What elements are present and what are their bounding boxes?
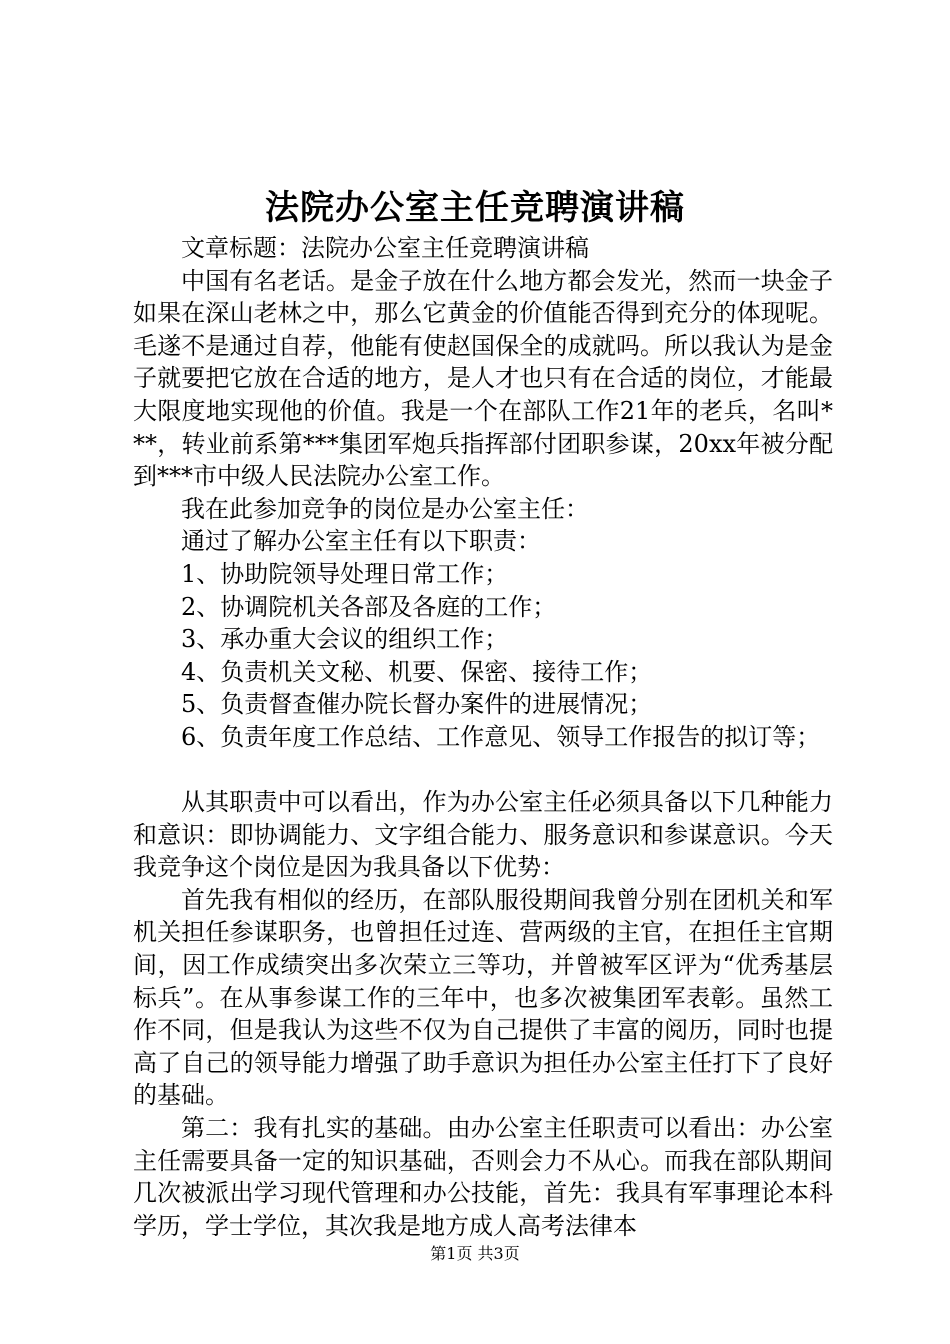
experience-paragraph: 首先我有相似的经历，在部队服役期间我曾分别在团机关和军机关担任参谋职务，也曾担任过连、营两级的主官，在担任主官期间，因工作成绩突出多次荣立三等功，并曾被军区评为“优秀基层标兵”。在从事参谋工作的三年中，也多次被集团军表彰。虽然工作不同，但是我认为这些不仅为自己提供了丰富的阅历，同时也提高了自己的领导能力增强了助手意识为担任办公室主任打下了良好的基础。	[133, 885, 833, 1110]
duty-item: 6、负责年度工作总结、工作意见、领导工作报告的拟订等；	[181, 722, 821, 751]
intro-paragraph: 中国有名老话。是金子放在什么地方都会发光，然而一块金子如果在深山老林之中，那么它黄金的价值能否得到充分的体现呢。毛遂不是通过自荐，他能有使赵国保全的成就吗。所以我认为是金子就要把它放在合适的地方，是人才也只有在合适的岗位，才能最大限度地实现他的价值。我是一个在部队工作21年的老兵，名叫***，转业前系第***集团军炮兵指挥部付团职参谋，20xx年被分配到***市中级人民法院办公室工作。	[133, 266, 833, 491]
duty-item: 2、协调院机关各部及各庭的工作；	[181, 592, 557, 621]
page-footer: 第1页 共3页	[430, 1244, 520, 1263]
duty-item: 4、负责机关文秘、机要、保密、接待工作；	[181, 657, 653, 686]
position-paragraph: 我在此参加竞争的岗位是办公室主任：	[181, 494, 589, 523]
document-title: 法院办公室主任竞聘演讲稿	[265, 188, 685, 228]
document-body	[133, 232, 833, 1242]
duties-intro-paragraph: 通过了解办公室主任有以下职责：	[181, 527, 541, 556]
article-heading-line: 文章标题：法院办公室主任竞聘演讲稿	[181, 234, 589, 262]
duty-item: 5、负责督查催办院长督办案件的进展情况；	[181, 690, 653, 719]
duty-item: 3、承办重大会议的组织工作；	[181, 625, 509, 654]
foundation-paragraph: 第二：我有扎实的基础。由办公室主任职责可以看出：办公室主任需要具备一定的知识基础，否则会力不从心。而我在部队期间几次被派出学习现代管理和办公技能，首先：我具有军事理论本科学历，学士学位，其次我是地方成人高考法律本	[133, 1114, 833, 1240]
abilities-paragraph: 从其职责中可以看出，作为办公室主任必须具备以下几种能力和意识：即协调能力、文字组合能力、服务意识和参谋意识。今天我竞争这个岗位是因为我具备以下优势：	[133, 788, 833, 882]
paragraph-spacer	[133, 754, 833, 787]
duty-item: 1、协助院领导处理日常工作；	[181, 559, 509, 588]
